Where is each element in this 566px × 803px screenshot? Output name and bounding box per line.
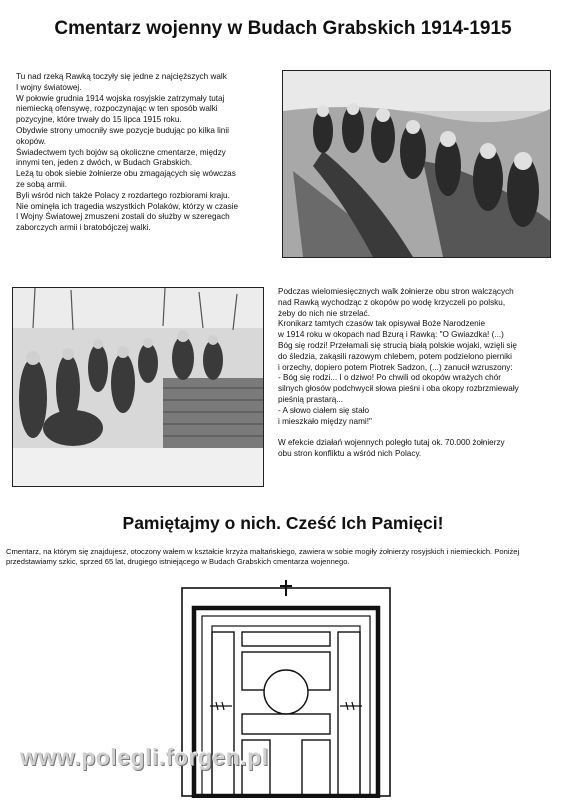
trench-soldiers-photo (282, 70, 551, 258)
intro-paragraph: Tu nad rzeką Rawką toczyły się jedne z najcięższych walk I wojny światowej. W połowie grudnia 1914 wojska rosyjskie zatrzymały tutaj niemiecką ofensywę, rozpoczynając w ten sposób walki pozycyjne, które trwały do 15 lipca 1915 roku. Obydwie strony umocniły swe pozycje budując po kilka linii okopów. Świadectwem tych bojów są okoliczne cmentarze, między innymi ten, jeden z dwóch, w Budach Grabskich. Leżą tu obok siebie żołnierze obu zmagających się wówczas ze sobą armii. Byli wśród nich także Polacy z rozdartego rozbiorami kraju. Nie ominęła ich tragedia wszystkich Polaków, którzy w czasie I Wojny Światowej zmuszeni zostali do służby w szeregach zaborczych armii i bratobójczej walki. (16, 72, 239, 233)
officers-trench-photo (12, 287, 264, 487)
cemetery-description: Cmentarz, na którym się znajdujesz, otoczony wałem w kształcie krzyża maltańskiego, zawiera w sobie mogiły żołnierzy rosyjskich i niemieckich. Poniżej przedstawiamy szkic, sprzed 65 lat, drugiego istniejącego w Budach Grabskich cmentarza wojennego. (6, 547, 520, 566)
christmas-story-paragraph: Podczas wielomiesięcznych walk żołnierze obu stron walczących nad Rawką wychodząc z okopów po wodę krzyczeli po polsku, żeby do nich nie strzelać. Kronikarz tamtych czasów tak opisywał Boże Narodzenie w 1914 roku w okopach nad Bzurą i Rawką: "O Gwiazdka! (...) Bóg się rodzi! Przełamali się strucią białą polskie wojaki, wzięli się do śledzia, zakąsili razowym chlebem, potem podzielono pierniki i orzechy, dopiero potem Piotrek Sadzon, (...) zanucił wzruszony: - Bóg się rodzi... I o dziwo! Po chwili od okopów wrażych chór silnych głosów podchwycił słowa pieśni i oba okopy rozbrzmiewały pieśnią prastarą... - A słowo ciałem się stało i mieszkało między nami!" W efekcie działań wojennych poległo tutaj ok. 70.000 żołnierzy obu stron konfliktu a wśród nich Polacy. (278, 287, 519, 458)
website-watermark: www.polegli.forgen.pl (20, 744, 269, 770)
memorial-motto: Pamiętajmy o nich. Cześć Ich Pamięci! (122, 513, 444, 533)
page-title: Cmentarz wojenny w Budach Grabskich 1914-1915 (54, 18, 512, 39)
